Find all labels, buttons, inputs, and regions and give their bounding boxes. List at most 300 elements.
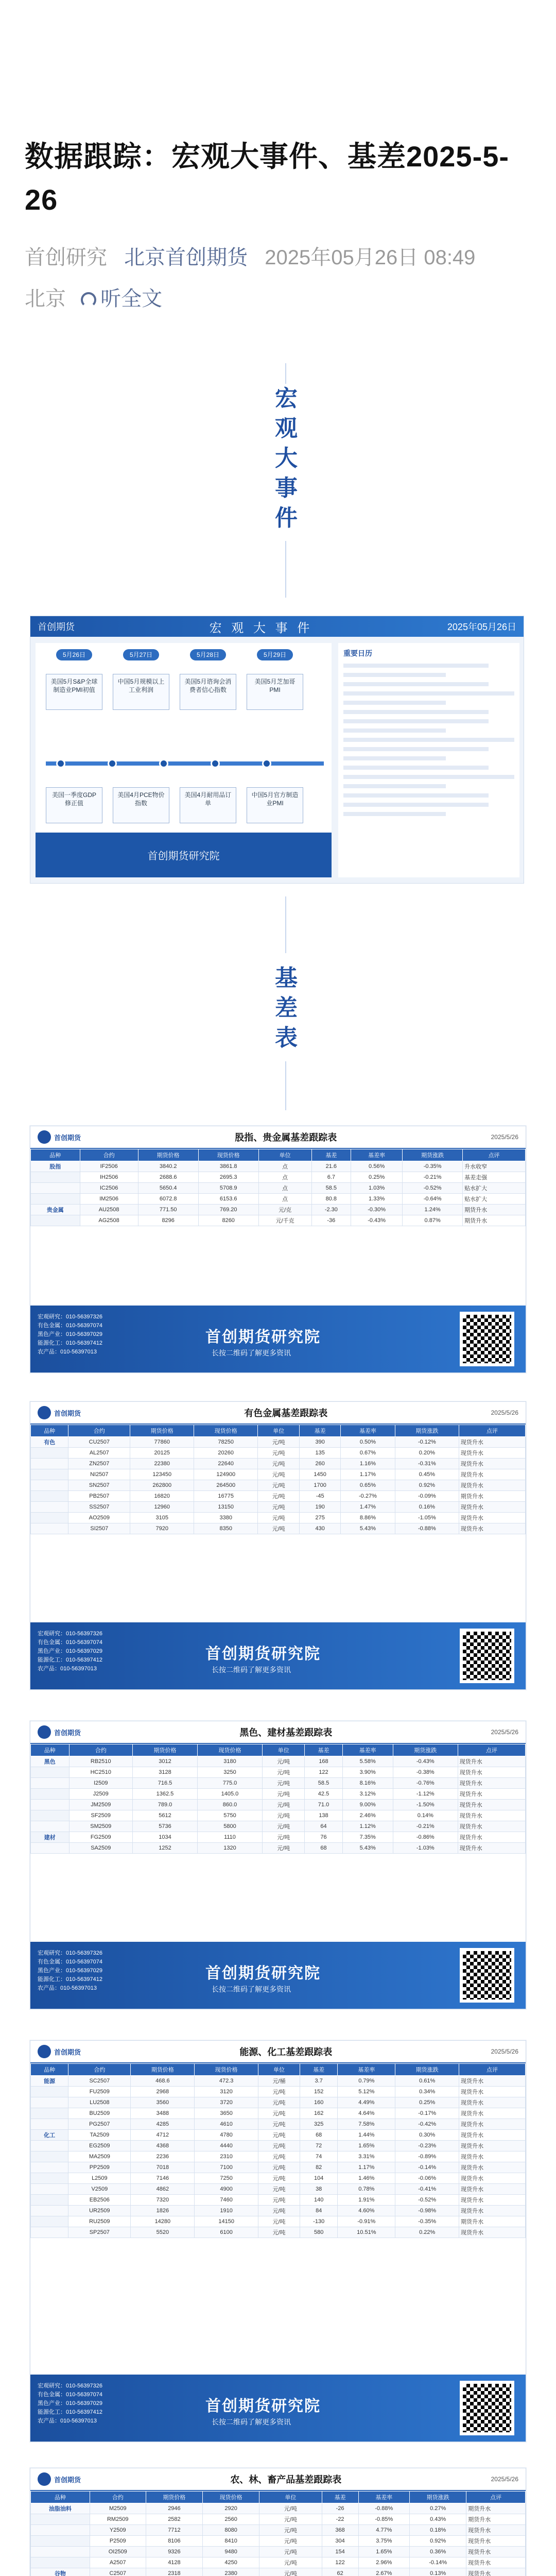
table-cell: 元/吨: [258, 2184, 300, 2195]
table-cell: 建材: [31, 1832, 70, 1843]
table-logo: 首创期货: [54, 2048, 81, 2056]
table-cell: 68: [305, 1843, 342, 1854]
table-cell: [31, 1183, 80, 1194]
table-cell: CU2507: [68, 1437, 130, 1448]
table-cell: 2236: [131, 2151, 195, 2162]
table-cell: 4900: [195, 2184, 258, 2195]
table-cell: 8350: [194, 1523, 258, 1534]
table-cell: 2688.6: [138, 1172, 198, 1183]
table-cell: -0.06%: [395, 2173, 459, 2184]
table-logo: 首创期货: [54, 2476, 81, 2484]
table-cell: 4.49%: [338, 2097, 395, 2108]
table-cell: 油脂油料: [31, 2503, 90, 2514]
column-header: 期货涨跌: [393, 1744, 458, 1756]
table-cell: 21.6: [311, 1161, 351, 1172]
table-cell: 现货升水: [459, 2162, 526, 2173]
table-cell: 元/吨: [258, 1513, 300, 1523]
basis-table: [30, 2491, 526, 2576]
table-date: 2025/5/26: [491, 2048, 518, 2055]
table-cell: 元/吨: [259, 2568, 322, 2576]
table-cell: 74: [300, 2151, 338, 2162]
table-cell: 16820: [130, 1491, 194, 1502]
table-header: [30, 1721, 526, 1744]
table-cell: 325: [300, 2119, 338, 2130]
table-cell: -0.91%: [338, 2216, 395, 2227]
table-row: [31, 1215, 526, 1226]
table-cell: 元/吨: [258, 1437, 300, 1448]
qr-code[interactable]: [460, 1312, 514, 1366]
column-header: 现货价格: [198, 1149, 258, 1161]
column-header: 单位: [263, 1744, 305, 1756]
table-cell: 现货升水: [459, 2087, 526, 2097]
table-cell: 0.16%: [395, 1502, 459, 1513]
table-cell: 现货升水: [459, 2173, 526, 2184]
table-cell: -36: [311, 1215, 351, 1226]
table-cell: -0.98%: [395, 2206, 459, 2216]
table-cell: 贴水扩大: [463, 1194, 526, 1205]
table-cell: -0.76%: [393, 1778, 458, 1789]
table-cell: -0.21%: [393, 1821, 458, 1832]
table-cell: SM2509: [69, 1821, 132, 1832]
contact-line: 有色金属：010-56397074: [38, 1959, 102, 1965]
table-cell: 0.61%: [395, 2076, 459, 2087]
table-cell: -0.14%: [410, 2557, 466, 2568]
table-cell: Y2509: [90, 2525, 146, 2536]
contact-line: 宏观研究：010-56397326: [38, 1631, 102, 1637]
table-cell: 现货升水: [458, 1843, 525, 1854]
table-cell: 点: [258, 1172, 311, 1183]
table-cell: 20260: [194, 1448, 258, 1459]
table-cell: [31, 2119, 68, 2130]
institute-name: 首创期货研究院: [205, 1329, 321, 1346]
table-cell: 现货升水: [459, 2184, 526, 2195]
timeline-dot: [108, 759, 117, 768]
table-cell: 1.44%: [338, 2130, 395, 2141]
logo-mark-icon: [38, 1130, 51, 1144]
table-cell: 5750: [197, 1810, 262, 1821]
table-cell: 化工: [31, 2130, 68, 2141]
table-cell: 260: [300, 1459, 341, 1469]
table-cell: 元/吨: [259, 2536, 322, 2547]
table-cell: 贵金属: [31, 1205, 80, 1215]
table-cell: 3650: [195, 2108, 258, 2119]
table-cell: 58.5: [311, 1183, 351, 1194]
table-cell: 262800: [130, 1480, 194, 1491]
table-cell: 22640: [194, 1459, 258, 1469]
table-cell: [31, 2525, 90, 2536]
table-cell: -0.64%: [403, 1194, 463, 1205]
table-cell: IH2506: [80, 1172, 138, 1183]
table-cell: 1450: [300, 1469, 341, 1480]
table-row: [31, 1821, 526, 1832]
contact-line: 宏观研究：010-56397326: [38, 2383, 102, 2389]
table-cell: 1.03%: [351, 1183, 403, 1194]
table-cell: -26: [322, 2503, 358, 2514]
table-cell: [31, 1480, 68, 1491]
column-header: 品种: [31, 2492, 90, 2503]
table-row: [31, 2130, 526, 2141]
table-cell: 789.0: [132, 1800, 197, 1810]
table-cell: 0.36%: [410, 2547, 466, 2557]
table-cell: 4368: [131, 2141, 195, 2151]
table-cell: 贴水扩大: [463, 1183, 526, 1194]
table-cell: [31, 1800, 70, 1810]
table-cell: IC2506: [80, 1183, 138, 1194]
table-cell: EB2506: [68, 2195, 131, 2206]
table-cell: 0.22%: [395, 2227, 459, 2238]
table-cell: -0.88%: [395, 1523, 459, 1534]
column-header: 基差率: [351, 1149, 403, 1161]
table-cell: 7.58%: [338, 2119, 395, 2130]
table-cell: -0.85%: [358, 2514, 410, 2525]
institute-sub: 长按二维码了解更多资讯: [212, 1985, 291, 1993]
table-cell: -1.03%: [393, 1843, 458, 1854]
table-cell: 5708.9: [198, 1183, 258, 1194]
contact-line: 黑色产业：010-56397029: [38, 1648, 102, 1654]
table-row: [31, 1437, 526, 1448]
table-cell: 4862: [131, 2184, 195, 2195]
table-cell: 元/吨: [258, 2195, 300, 2206]
table-cell: EG2509: [68, 2141, 131, 2151]
table-cell: -45: [300, 1491, 341, 1502]
table-row: [31, 1194, 526, 1205]
table-cell: 7320: [131, 2195, 195, 2206]
table-cell: [31, 1172, 80, 1183]
contact-line: 能源化工：010-56397412: [38, 1340, 102, 1346]
table-cell: -130: [300, 2216, 338, 2227]
table-cell: 现货升水: [466, 2536, 526, 2547]
table-cell: AU2508: [80, 1205, 138, 1215]
event-card: 美国4月耐用品订单: [180, 787, 236, 823]
table-row: [31, 1491, 526, 1502]
table-cell: 2968: [131, 2087, 195, 2097]
table-cell: 71.0: [305, 1800, 342, 1810]
table-cell: [31, 1502, 68, 1513]
table-cell: -0.86%: [393, 1832, 458, 1843]
timeline-dot: [211, 759, 220, 768]
table-cell: -22: [322, 2514, 358, 2525]
table-cell: 现货升水: [466, 2568, 526, 2576]
table-cell: ZN2507: [68, 1459, 130, 1469]
qr-code[interactable]: [460, 1629, 514, 1683]
table-cell: AL2507: [68, 1448, 130, 1459]
table-cell: 16775: [194, 1491, 258, 1502]
table-cell: FU2509: [68, 2087, 131, 2097]
table-cell: [31, 2087, 68, 2097]
table-cell: 现货升水: [459, 2141, 526, 2151]
table-cell: 期货升水: [466, 2514, 526, 2525]
table-cell: 2310: [195, 2151, 258, 2162]
table-cell: 5650.4: [138, 1183, 198, 1194]
table-cell: 期货升水: [459, 2216, 526, 2227]
table-cell: RM2509: [90, 2514, 146, 2525]
table-cell: 黑色: [31, 1756, 70, 1767]
table-cell: 1252: [132, 1843, 197, 1854]
table-row: [31, 2195, 526, 2206]
column-header: 单位: [258, 2064, 300, 2076]
table-cell: 62: [322, 2568, 358, 2576]
table-cell: -0.17%: [395, 2108, 459, 2119]
table-cell: 580: [300, 2227, 338, 2238]
table-row: [31, 1778, 526, 1789]
table-cell: 1.17%: [341, 1469, 395, 1480]
logo-mark-icon: [38, 1406, 51, 1419]
table-cell: 2.96%: [358, 2557, 410, 2568]
table-cell: 现货升水: [459, 2195, 526, 2206]
macro-date: 2025年05月26日: [447, 622, 516, 632]
column-header: 合约: [90, 2492, 146, 2503]
table-cell: 现货升水: [459, 2206, 526, 2216]
column-header: 点评: [459, 2064, 526, 2076]
table-cell: 5736: [132, 1821, 197, 1832]
table-cell: 现货升水: [459, 1502, 525, 1513]
table-cell: 0.18%: [410, 2525, 466, 2536]
table-cell: 4610: [195, 2119, 258, 2130]
table-row: [31, 2076, 526, 2087]
table-cell: 0.27%: [410, 2503, 466, 2514]
table-title: 黑色、建材基差跟踪表: [239, 1727, 333, 1738]
table-cell: 3380: [194, 1513, 258, 1523]
table-cell: 72: [300, 2141, 338, 2151]
table-cell: MA2509: [68, 2151, 131, 2162]
table-cell: 80.8: [311, 1194, 351, 1205]
table-footer: [30, 1306, 526, 1372]
table-cell: [31, 2536, 90, 2547]
table-cell: 期货升水: [463, 1205, 526, 1215]
table-cell: 2946: [146, 2503, 202, 2514]
table-cell: 154: [322, 2547, 358, 2557]
table-cell: 390: [300, 1437, 341, 1448]
table-cell: 现货升水: [466, 2557, 526, 2568]
headphones-icon: [81, 292, 96, 308]
table-cell: 1110: [197, 1832, 262, 1843]
table-cell: 14280: [131, 2216, 195, 2227]
table-cell: 1034: [132, 1832, 197, 1843]
table-cell: 3.75%: [358, 2536, 410, 2547]
basis-table: [30, 1149, 526, 1226]
table-cell: 1.65%: [358, 2547, 410, 2557]
table-cell: 1.17%: [338, 2162, 395, 2173]
table-cell: 元/吨: [263, 1832, 305, 1843]
table-cell: 135: [300, 1448, 341, 1459]
table-cell: 元/吨: [258, 1480, 300, 1491]
table-cell: 769.20: [198, 1205, 258, 1215]
table-cell: 能源: [31, 2076, 68, 2087]
timeline-bar: [46, 761, 324, 766]
table-cell: 4285: [131, 2119, 195, 2130]
table-cell: 0.25%: [351, 1172, 403, 1183]
table-cell: 0.13%: [410, 2568, 466, 2576]
table-cell: AG2508: [80, 1215, 138, 1226]
table-cell: [31, 1821, 70, 1832]
table-cell: -1.50%: [393, 1800, 458, 1810]
table-date: 2025/5/26: [491, 1409, 518, 1416]
institute-sub: 长按二维码了解更多资讯: [212, 1666, 291, 1674]
table-cell: 64: [305, 1821, 342, 1832]
table-cell: 1700: [300, 1480, 341, 1491]
table-row: [31, 2514, 526, 2525]
table-row: [31, 2173, 526, 2184]
table-cell: FG2509: [69, 1832, 132, 1843]
table-row: [31, 2216, 526, 2227]
institute-name: 首创期货研究院: [205, 2398, 321, 2415]
column-header: 现货价格: [197, 1744, 262, 1756]
table-cell: [31, 2141, 68, 2151]
table-cell: 472.3: [195, 2076, 258, 2087]
table-cell: [31, 1789, 70, 1800]
table-cell: 0.87%: [403, 1215, 463, 1226]
table-cell: -0.21%: [403, 1172, 463, 1183]
column-header: 点评: [466, 2492, 526, 2503]
table-cell: [31, 2216, 68, 2227]
table-cell: 3250: [197, 1767, 262, 1778]
table-cell: AO2509: [68, 1513, 130, 1523]
institute-sub: 长按二维码了解更多资讯: [212, 1349, 291, 1357]
table-title: 农、林、畜产品基差跟踪表: [230, 2475, 342, 2485]
table-cell: 现货升水: [459, 2097, 526, 2108]
contact-line: 有色金属：010-56397074: [38, 2392, 102, 2398]
table-cell: 152: [300, 2087, 338, 2097]
listen-label: 听全文: [100, 287, 163, 310]
table-cell: 2.46%: [342, 1810, 393, 1821]
table-cell: SA2509: [69, 1843, 132, 1854]
table-cell: 元/克: [258, 1205, 311, 1215]
table-cell: 元/吨: [258, 1523, 300, 1534]
table-cell: 股指: [31, 1161, 80, 1172]
table-row: [31, 2162, 526, 2173]
table-cell: 1362.5: [132, 1789, 197, 1800]
table-cell: 元/千克: [258, 1215, 311, 1226]
table-cell: 4.60%: [338, 2206, 395, 2216]
event-card: 美国5月芝加哥PMI: [247, 674, 303, 710]
table-cell: 0.67%: [341, 1448, 395, 1459]
table-cell: BU2509: [68, 2108, 131, 2119]
table-cell: 3.31%: [338, 2151, 395, 2162]
table-cell: 0.25%: [395, 2097, 459, 2108]
table-cell: 2318: [146, 2568, 202, 2576]
table-cell: SI2507: [68, 1523, 130, 1534]
table-title: 能源、化工基差跟踪表: [239, 2047, 333, 2057]
qr-code[interactable]: [460, 2381, 514, 2435]
table-cell: PG2507: [68, 2119, 131, 2130]
table-row: [31, 1832, 526, 1843]
table-cell: 元/吨: [263, 1810, 305, 1821]
table-cell: 104: [300, 2173, 338, 2184]
table-cell: 7712: [146, 2525, 202, 2536]
table-cell: 275: [300, 1513, 341, 1523]
table-cell: 0.34%: [395, 2087, 459, 2097]
table-cell: 20125: [130, 1448, 194, 1459]
table-cell: 现货升水: [466, 2547, 526, 2557]
column-header: 合约: [69, 1744, 132, 1756]
table-cell: 42.5: [305, 1789, 342, 1800]
table-cell: 4250: [203, 2557, 259, 2568]
table-cell: 元/吨: [258, 2097, 300, 2108]
event-card: 美国5月谘询会消费者信心指数: [180, 674, 236, 710]
column-header: 基差: [305, 1744, 342, 1756]
table-header: [30, 2041, 526, 2063]
contact-line: 能源化工：010-56397412: [38, 1657, 102, 1663]
table-cell: 2582: [146, 2514, 202, 2525]
table-cell: 264500: [194, 1480, 258, 1491]
table-cell: -0.52%: [395, 2195, 459, 2206]
table-row: [31, 1161, 526, 1172]
table-cell: 6.7: [311, 1172, 351, 1183]
table-cell: V2509: [68, 2184, 131, 2195]
table-cell: 元/吨: [263, 1843, 305, 1854]
table-row: [31, 1448, 526, 1459]
table-cell: -0.35%: [403, 1161, 463, 1172]
table-cell: 0.20%: [395, 1448, 459, 1459]
table-cell: 0.65%: [341, 1480, 395, 1491]
qr-code[interactable]: [460, 1948, 514, 2003]
table-cell: 14150: [195, 2216, 258, 2227]
table-cell: [31, 2097, 68, 2108]
logo-mark-icon: [38, 2472, 51, 2486]
table-row: [31, 1502, 526, 1513]
table-cell: 现货升水: [459, 2108, 526, 2119]
table-cell: 1.16%: [341, 1459, 395, 1469]
table-cell: -1.12%: [393, 1789, 458, 1800]
table-cell: -0.88%: [358, 2503, 410, 2514]
article-title: 数据跟踪：宏观大事件、基差2025-5-26: [25, 140, 510, 216]
table-cell: 58.5: [305, 1778, 342, 1789]
table-header: [30, 1402, 526, 1425]
table-row: [31, 2087, 526, 2097]
event-card: 美国5月S&P全球制造业PMI初值: [46, 674, 102, 710]
table-cell: 现货升水: [458, 1767, 525, 1778]
table-cell: 2.67%: [358, 2568, 410, 2576]
table-cell: 元/吨: [258, 2119, 300, 2130]
table-row: [31, 2525, 526, 2536]
divider: [285, 1061, 286, 1110]
table-cell: 12960: [130, 1502, 194, 1513]
table-cell: 点: [258, 1161, 311, 1172]
table-cell: 元/吨: [259, 2547, 322, 2557]
table-cell: 1405.0: [197, 1789, 262, 1800]
event-card: 美国一季度GDP修正值: [46, 787, 102, 823]
table-cell: NI2507: [68, 1469, 130, 1480]
table-cell: 7100: [195, 2162, 258, 2173]
contact-list: [38, 2382, 102, 2426]
table-cell: -0.12%: [395, 1437, 459, 1448]
table-cell: 3105: [130, 1513, 194, 1523]
table-cell: 元/吨: [258, 2227, 300, 2238]
author-link[interactable]: 北京首创期货: [124, 246, 248, 269]
contact-line: 黑色产业：010-56397029: [38, 1331, 102, 1337]
table-cell: [31, 1523, 68, 1534]
table-row: [31, 1843, 526, 1854]
table-cell: 1.47%: [341, 1502, 395, 1513]
table-cell: 68: [300, 2130, 338, 2141]
table-cell: 8080: [203, 2525, 259, 2536]
table-cell: 现货升水: [459, 1448, 525, 1459]
table-cell: 0.79%: [338, 2076, 395, 2087]
basis-table-panel: [30, 1126, 526, 1373]
table-header: [30, 2468, 526, 2491]
table-row: [31, 1172, 526, 1183]
table-cell: 现货升水: [459, 2076, 526, 2087]
table-cell: 6153.6: [198, 1194, 258, 1205]
table-cell: 160: [300, 2097, 338, 2108]
table-footer: [30, 1942, 526, 2009]
table-row: [31, 2557, 526, 2568]
column-header: 期货涨跌: [410, 2492, 466, 2503]
column-header: 单位: [258, 1425, 300, 1437]
article-source: 首创研究: [25, 246, 107, 269]
listen-button[interactable]: [81, 287, 162, 310]
table-cell: 5520: [131, 2227, 195, 2238]
